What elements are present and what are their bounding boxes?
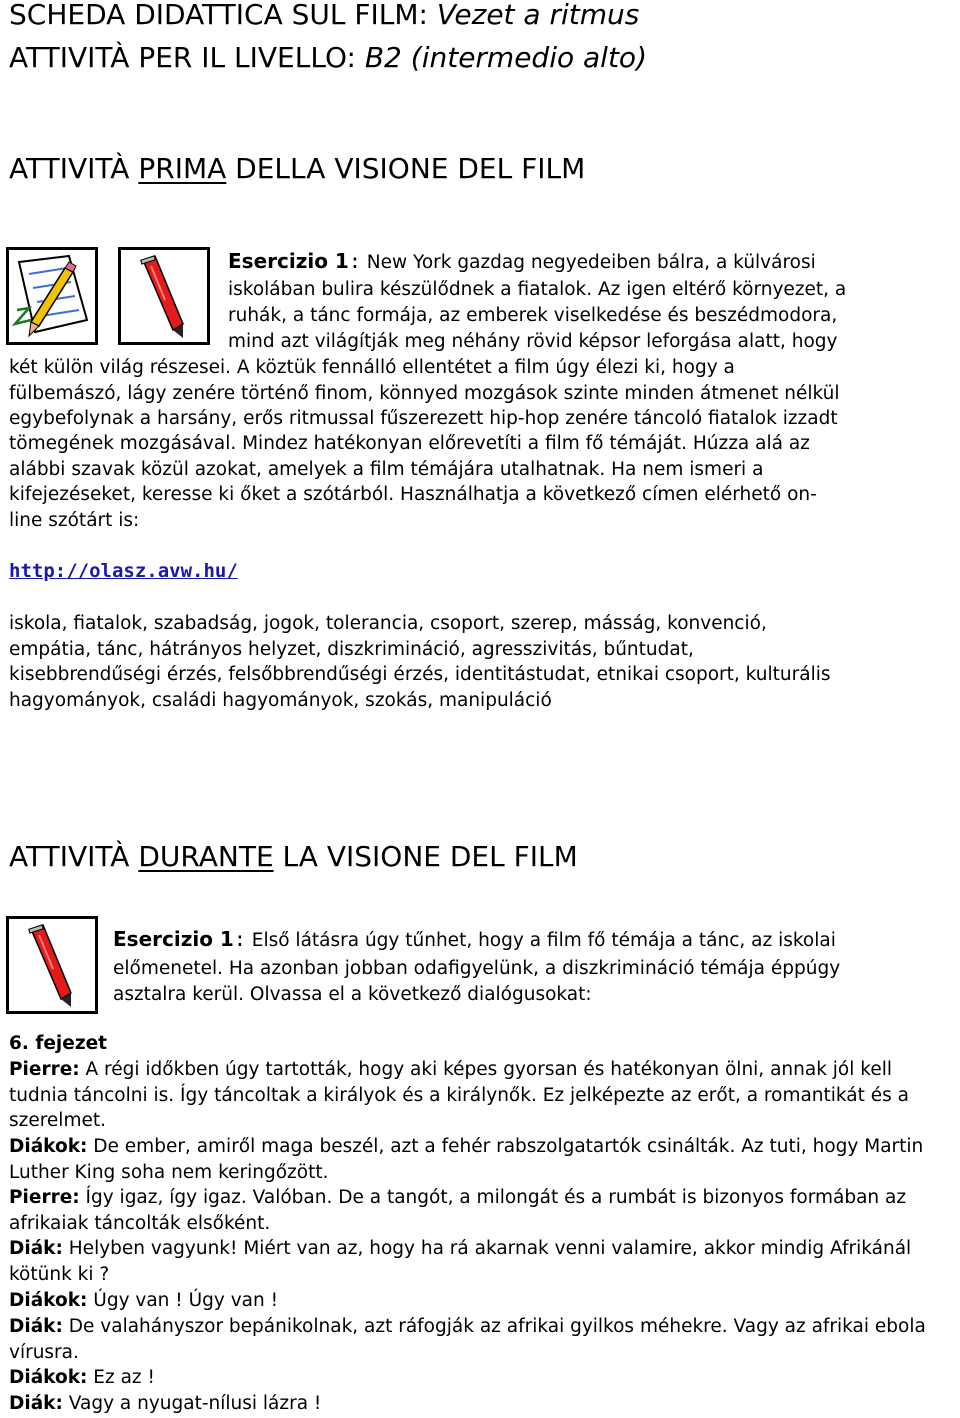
exercise1-line: alábbi szavak közül azokat, amelyek a film témájára utalhatnak. Ha nem ismeri a <box>9 459 764 480</box>
exercise1-line: mind azt világítják meg néhány rövid képsor leforgása alatt, hogy <box>228 331 838 352</box>
exercise1-line: egybefolynak a harsány, erős ritmussal fűszerezett hip-hop zenére táncoló fiatalok izzadt <box>9 408 838 429</box>
exercise1-line: fülbemászó, lágy zenére történő finom, könnyed mozgások szinte minden átmenet nélkül <box>9 383 840 404</box>
level-value: B2 (intermedio alto) <box>364 41 647 74</box>
worksheet-title <box>9 0 639 32</box>
dialogue-line: Pierre: A régi időkben úgy tartották, hogy aki képes gyorsan és hatékonyan ölni, annak jól kell tudnia táncolni is. Így táncoltak a királyok és a királynők. Ez jelképezte az erőt, a romantikát és a szerelmet. <box>9 1059 910 1131</box>
dialogue-line: Diák: De valahányszor bepánikolnak, azt ráfogják az afrikai gyilkos méhekre. Vagy az afrikai ebola vírusra. <box>9 1316 926 1363</box>
exercise1-line: két külön világ részesei. A köztük fennálló ellentétet a film úgy élezi ki, hogy a <box>9 357 735 378</box>
exercise-label: Esercizio 1: <box>228 249 361 273</box>
exercise1-line: ruhák, a tánc formája, az emberek viselkedése és beszédmodora, <box>228 305 838 326</box>
exercise1-line: line szótárt is: <box>9 510 140 531</box>
exercise2-line: előmenetel. Ha azonban jobban odafigyelünk, a diszkrimináció témája éppúgy <box>113 958 841 979</box>
exercise2-line: asztalra kerül. Olvassa el a következő dialógusokat: <box>113 984 592 1005</box>
exercise1-line: kifejezéseket, keresse ki őket a szótárból. Használhatja a következő címen elérhető on- <box>9 484 817 505</box>
chapter-heading: 6. fejezet <box>9 1033 107 1054</box>
dialogue-line: Diákok: Úgy van ! Úgy van ! <box>9 1290 279 1311</box>
dialogue-line: Pierre: Így igaz, így igaz. Valóban. De a tangót, a milongát és a rumbát is bizonyos formában az afrikaiak táncolták elsőként. <box>9 1187 907 1234</box>
notepad-pencil-icon <box>6 247 98 345</box>
word-list-line: empátia, tánc, hátrányos helyzet, diszkrimináció, agresszivitás, bűntudat, <box>9 639 694 660</box>
red-pen-icon <box>6 916 98 1014</box>
level-label: ATTIVITÀ PER IL LIVELLO: <box>9 41 356 74</box>
exercise2-intro-line: Esercizio 1: Első látásra úgy tűnhet, hogy a film fő témája a tánc, az iskolai <box>113 927 836 951</box>
dictionary-link-row <box>9 560 238 582</box>
exercise1-intro-line: Esercizio 1: New York gazdag negyedeiben bálra, a külvárosi <box>228 249 816 273</box>
section-title-during: ATTIVITÀ DURANTE LA VISIONE DEL FILM <box>9 840 578 873</box>
dialogue-line: Diákok: Ez az ! <box>9 1367 155 1388</box>
section-title-before: ATTIVITÀ PRIMA DELLA VISIONE DEL FILM <box>9 152 586 185</box>
dialogue-line: Diák: Helyben vagyunk! Miért van az, hogy ha rá akarnak venni valamire, akkor mindig Afrikánál kötünk ki ? <box>9 1238 912 1285</box>
word-list-line: iskola, fiatalok, szabadság, jogok, tolerancia, csoport, szerep, másság, konvenció, <box>9 613 767 634</box>
exercise1-line: iskolában bulira készülődnek a fiatalok. Az igen eltérő környezet, a <box>228 279 847 300</box>
word-list-line: hagyományok, családi hagyományok, szokás, manipuláció <box>9 690 552 711</box>
title-label: SCHEDA DIDATTICA SUL FILM: <box>9 0 428 31</box>
exercise1-line: tömegének mozgásával. Mindez hatékonyan előrevetíti a film fő témáját. Húzza alá az <box>9 433 810 454</box>
level-line <box>9 41 647 75</box>
exercise-label: Esercizio 1: <box>113 927 246 951</box>
word-list-line: kisebbrendűségi érzés, felsőbbrendűségi érzés, identitástudat, etnikai csoport, kulturális <box>9 664 831 685</box>
dictionary-link[interactable]: http://olasz.avw.hu/ <box>9 560 238 582</box>
film-title: Vezet a ritmus <box>436 0 640 31</box>
dialogue-line: Diák: Vagy a nyugat-nílusi lázra ! <box>9 1393 322 1414</box>
dialogue-line: Diákok: De ember, amiről maga beszél, azt a fehér rabszolgatartók csinálták. Az tuti, hogy Martin Luther King soha nem keringőzött. <box>9 1136 924 1183</box>
red-pen-icon <box>118 247 210 345</box>
